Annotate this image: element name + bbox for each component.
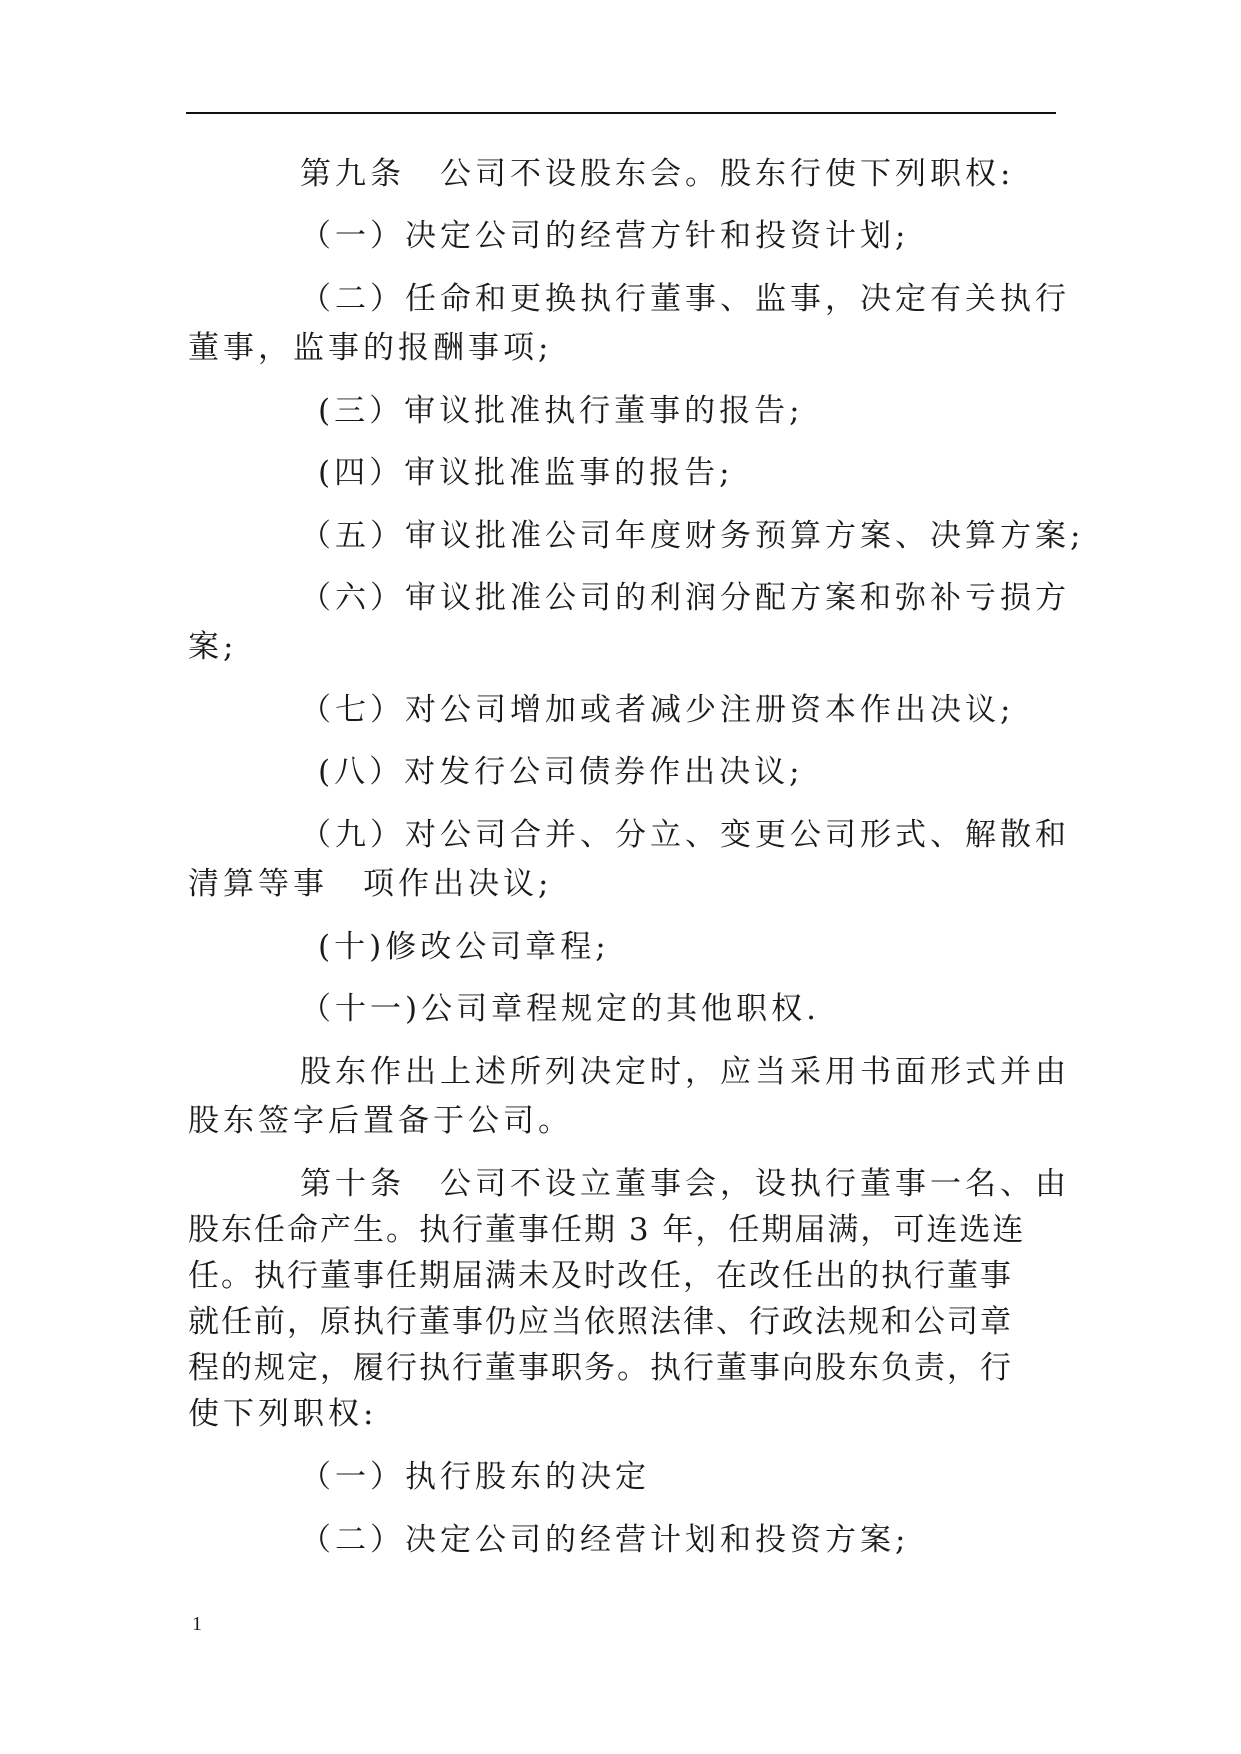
article-9-item-4: (四）审议批准监事的报告;	[318, 455, 734, 491]
article-9-item-9-line-2: 清算等事 项作出决议;	[188, 866, 553, 902]
article-9-item-3: (三）审议批准执行董事的报告;	[318, 393, 804, 429]
article-9-item-8: (八）对发行公司债券作出决议;	[318, 754, 804, 790]
article-9-item-10: (十)修改公司章程;	[318, 929, 610, 965]
header-rule	[186, 112, 1056, 114]
article-9-item-7: （七）对公司增加或者减少注册资本作出决议;	[300, 692, 1015, 728]
article-10-line-5: 程的规定，履行执行董事职务。执行董事向股东负责，行	[188, 1350, 1013, 1386]
article-9-item-2-line-2: 董事，监事的报酬事项;	[188, 330, 553, 366]
article-9-item-1: （一）决定公司的经营方针和投资计划;	[300, 218, 910, 254]
article-9-item-11: （十一)公司章程规定的其他职权.	[300, 991, 820, 1027]
article-9-item-9-line-1: （九）对公司合并、分立、变更公司形式、解散和	[300, 817, 1070, 853]
article-9-closing-line-1: 股东作出上述所列决定时，应当采用书面形式并由	[300, 1054, 1070, 1090]
article-9-closing-line-2: 股东签字后置备于公司。	[188, 1103, 573, 1139]
article-9-intro: 第九条 公司不设股东会。股东行使下列职权:	[300, 156, 1015, 192]
article-10-item-1: （一）执行股东的决定	[300, 1459, 650, 1495]
article-10-line-6: 使下列职权:	[188, 1396, 378, 1432]
article-9-item-2-line-1: （二）任命和更换执行董事、监事，决定有关执行	[300, 281, 1070, 317]
article-10-line-2: 股东任命产生。执行董事任期 3 年，任期届满，可连选连	[188, 1212, 1026, 1248]
article-10-item-2: （二）决定公司的经营计划和投资方案;	[300, 1522, 910, 1558]
page-number: 1	[192, 1613, 202, 1635]
article-9-item-6-line-1: （六）审议批准公司的利润分配方案和弥补亏损方	[300, 580, 1070, 616]
article-10-line-3: 任。执行董事任期届满未及时改任，在改任出的执行董事	[188, 1258, 1013, 1294]
article-9-item-5: （五）审议批准公司年度财务预算方案、决算方案;	[300, 518, 1085, 554]
article-10-line-4: 就任前，原执行董事仍应当依照法律、行政法规和公司章	[188, 1304, 1013, 1340]
article-9-item-6-line-2: 案;	[188, 629, 238, 665]
article-10-line-1: 第十条 公司不设立董事会，设执行董事一名、由	[300, 1166, 1070, 1202]
